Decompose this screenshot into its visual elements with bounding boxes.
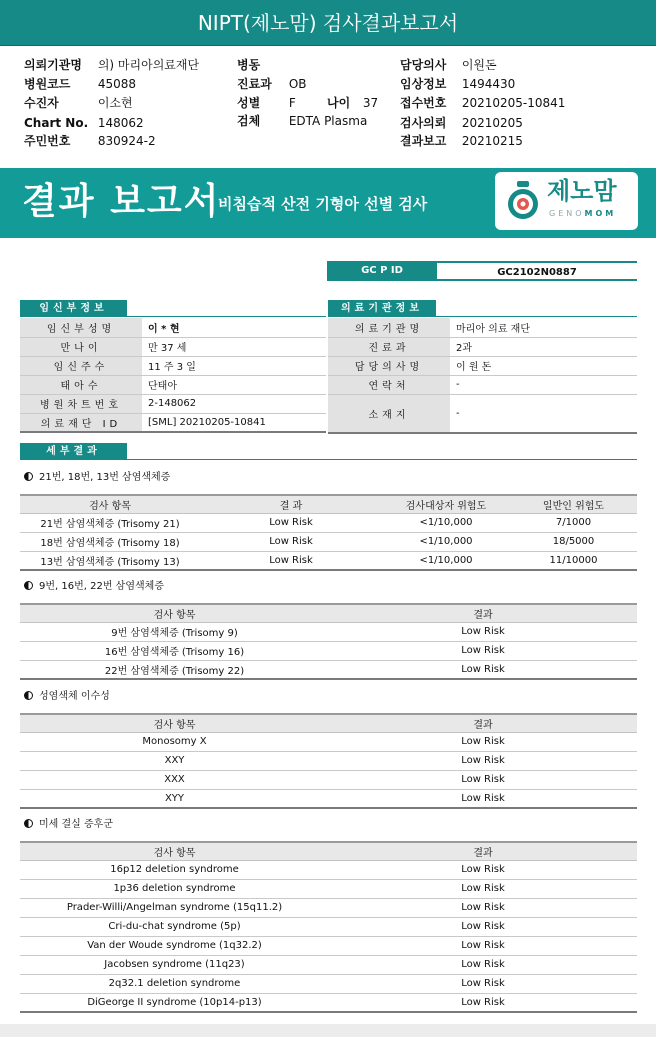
result-cell: Low Risk bbox=[329, 732, 637, 751]
header-value: 830924-2 bbox=[97, 134, 156, 148]
header-field-age bbox=[327, 94, 378, 113]
header-field bbox=[400, 114, 523, 133]
header-label: 임상정보 bbox=[400, 77, 447, 91]
result-cell: Low Risk bbox=[329, 860, 637, 879]
header-field bbox=[400, 132, 523, 151]
test-item-cell: 21번 삼염색체증 (Trisomy 21) bbox=[20, 513, 200, 532]
header-value: 20210205-10841 bbox=[461, 96, 566, 110]
info-label: 병원차트번호 bbox=[20, 394, 142, 413]
column-header: 결 과 bbox=[200, 495, 382, 513]
microdeletion-heading: 미세 결실 증후군 bbox=[24, 817, 113, 833]
banner-subtitle: 비침습적 산전 기형아 선별 검사 bbox=[218, 195, 428, 213]
table-row bbox=[20, 770, 637, 789]
trisomy-major-table bbox=[20, 494, 637, 571]
microdeletion-table bbox=[20, 841, 637, 1013]
column-header: 결과 bbox=[329, 714, 637, 732]
table-body bbox=[20, 622, 637, 679]
table-row bbox=[20, 551, 637, 570]
table-row bbox=[20, 917, 637, 936]
table-row bbox=[20, 622, 637, 641]
table-row bbox=[20, 751, 637, 770]
table-row bbox=[20, 641, 637, 660]
header-field bbox=[24, 56, 199, 75]
table-row bbox=[20, 955, 637, 974]
logo-text: 제노맘 bbox=[547, 177, 617, 205]
banner-title: 결과 보고서 bbox=[22, 181, 221, 222]
table-header-row bbox=[20, 842, 637, 860]
header-label: 접수번호 bbox=[400, 96, 447, 110]
info-label: 담당의사명 bbox=[328, 356, 450, 375]
test-item-cell: 16p12 deletion syndrome bbox=[20, 860, 329, 879]
result-cell: 18/5000 bbox=[510, 532, 637, 551]
info-value: 2-148062 bbox=[142, 394, 326, 413]
header-label: 수진자 bbox=[24, 96, 59, 110]
column-header: 결과 bbox=[329, 604, 637, 622]
info-row bbox=[20, 356, 326, 375]
header-field bbox=[237, 56, 289, 75]
result-cell: Low Risk bbox=[329, 879, 637, 898]
header-value: 이원돈 bbox=[461, 58, 497, 72]
header-value: OB bbox=[288, 77, 307, 91]
result-cell: Low Risk bbox=[200, 532, 382, 551]
table-body bbox=[20, 513, 637, 570]
column-header: 검사대상자 위험도 bbox=[382, 495, 510, 513]
gcp-id-label: GC P ID bbox=[327, 261, 437, 281]
result-cell: Low Risk bbox=[329, 898, 637, 917]
test-item-cell: Cri-du-chat syndrome (5p) bbox=[20, 917, 329, 936]
column-header: 일반인 위험도 bbox=[510, 495, 637, 513]
column-header: 검사 항목 bbox=[20, 714, 329, 732]
result-cell: Low Risk bbox=[200, 513, 382, 532]
result-cell: Low Risk bbox=[329, 770, 637, 789]
result-cell: Low Risk bbox=[200, 551, 382, 570]
header-field bbox=[237, 75, 307, 94]
half-circle-icon bbox=[24, 581, 33, 590]
header-label: Chart No. bbox=[24, 116, 89, 130]
info-row bbox=[20, 394, 326, 413]
info-row bbox=[328, 337, 637, 356]
test-item-cell: Van der Woude syndrome (1q32.2) bbox=[20, 936, 329, 955]
info-label: 태아수 bbox=[20, 375, 142, 394]
header-value: 이소현 bbox=[97, 96, 133, 110]
info-label: 의료기관명 bbox=[328, 318, 450, 337]
logo-subtext: GENOMOM bbox=[549, 209, 617, 218]
result-cell: Low Risk bbox=[329, 660, 637, 679]
info-value: [SML] 20210205-10841 bbox=[142, 413, 326, 432]
column-header: 결과 bbox=[329, 842, 637, 860]
institution-info-rows bbox=[328, 318, 637, 433]
test-item-cell: XYY bbox=[20, 789, 329, 808]
info-label: 진료과 bbox=[328, 337, 450, 356]
table-row bbox=[20, 860, 637, 879]
header-value: 20210215 bbox=[461, 134, 523, 148]
info-value: 2과 bbox=[450, 337, 637, 356]
test-item-cell: DiGeorge II syndrome (10p14-p13) bbox=[20, 993, 329, 1012]
trisomy-major-heading: 21번, 18번, 13번 삼염색체증 bbox=[24, 470, 170, 486]
info-label: 의료재단 ID bbox=[20, 413, 142, 432]
result-cell: Low Risk bbox=[329, 917, 637, 936]
info-label: 만나이 bbox=[20, 337, 142, 356]
result-cell: Low Risk bbox=[329, 789, 637, 808]
header-value: EDTA Plasma bbox=[288, 114, 368, 128]
info-label: 소재지 bbox=[328, 394, 450, 433]
result-cell: Low Risk bbox=[329, 641, 637, 660]
section-divider bbox=[20, 316, 326, 317]
info-row bbox=[328, 394, 637, 433]
header-field bbox=[400, 75, 515, 94]
header-label: 담당의사 bbox=[400, 58, 447, 72]
info-row bbox=[20, 337, 326, 356]
half-circle-icon bbox=[24, 819, 33, 828]
table-row bbox=[20, 789, 637, 808]
info-label: 연락처 bbox=[328, 375, 450, 394]
header-field bbox=[237, 112, 367, 131]
trisomy-minor-table bbox=[20, 603, 637, 680]
info-value: 마리아 의료 재단 bbox=[450, 318, 637, 337]
header-field bbox=[24, 114, 144, 133]
result-cell: 7/1000 bbox=[510, 513, 637, 532]
table-row bbox=[20, 532, 637, 551]
table-row bbox=[20, 936, 637, 955]
test-item-cell: XXY bbox=[20, 751, 329, 770]
half-circle-icon bbox=[24, 472, 33, 481]
header-field bbox=[24, 132, 156, 151]
detail-section-title: 세부결과 bbox=[20, 443, 127, 460]
info-value: 이 원 돈 bbox=[450, 356, 637, 375]
info-value: 이 * 현 bbox=[142, 318, 326, 337]
info-row bbox=[20, 375, 326, 394]
table-body bbox=[20, 860, 637, 1012]
info-row bbox=[20, 413, 326, 432]
info-value: - bbox=[450, 394, 637, 433]
table-header-row bbox=[20, 495, 637, 513]
header-label: 결과보고 bbox=[400, 134, 447, 148]
half-circle-icon bbox=[24, 691, 33, 700]
info-label: 임신부성명 bbox=[20, 318, 142, 337]
header-value: 45088 bbox=[97, 77, 137, 91]
result-cell: <1/10,000 bbox=[382, 532, 510, 551]
table-row bbox=[20, 898, 637, 917]
header-label: 진료과 bbox=[237, 77, 272, 91]
result-cell: <1/10,000 bbox=[382, 513, 510, 532]
result-cell: Low Risk bbox=[329, 622, 637, 641]
header-value: 20210205 bbox=[461, 116, 523, 130]
sex-chromosome-heading: 성염색체 이수성 bbox=[24, 689, 110, 705]
table-row bbox=[20, 732, 637, 751]
patient-info-rows bbox=[20, 318, 326, 432]
table-row bbox=[20, 879, 637, 898]
patient-section-title: 임신부정보 bbox=[20, 300, 127, 317]
info-label: 임신주수 bbox=[20, 356, 142, 375]
info-value: 단태아 bbox=[142, 375, 326, 394]
table-row bbox=[20, 660, 637, 679]
header-label: 검사의뢰 bbox=[400, 116, 447, 130]
header-label: 나이 bbox=[327, 96, 351, 110]
header-label: 검체 bbox=[237, 114, 261, 128]
trisomy-minor-heading: 9번, 16번, 22번 삼염색체증 bbox=[24, 579, 164, 595]
info-row bbox=[328, 356, 637, 375]
header-field bbox=[400, 94, 565, 113]
test-item-cell: 18번 삼염색체증 (Trisomy 18) bbox=[20, 532, 200, 551]
info-row bbox=[20, 318, 326, 337]
info-row bbox=[328, 375, 637, 394]
header-field bbox=[24, 75, 136, 94]
header-value: 148062 bbox=[97, 116, 144, 130]
header-value: 의) 마리아의료재단 bbox=[97, 58, 200, 72]
header-label: 성별 bbox=[237, 96, 261, 110]
test-item-cell: 13번 삼염색체증 (Trisomy 13) bbox=[20, 551, 200, 570]
header-label: 의뢰기관명 bbox=[24, 58, 82, 72]
institution-info-table bbox=[328, 318, 637, 434]
result-cell: 11/10000 bbox=[510, 551, 637, 570]
result-cell: Low Risk bbox=[329, 751, 637, 770]
result-cell: Low Risk bbox=[329, 955, 637, 974]
table-header-row bbox=[20, 714, 637, 732]
info-value: 만 37 세 bbox=[142, 337, 326, 356]
info-row bbox=[328, 318, 637, 337]
logo-mark-icon bbox=[505, 180, 541, 222]
result-cell: Low Risk bbox=[329, 936, 637, 955]
report-banner bbox=[0, 168, 656, 238]
test-item-cell: 1p36 deletion syndrome bbox=[20, 879, 329, 898]
column-header: 검사 항목 bbox=[20, 495, 200, 513]
info-value: 11 주 3 일 bbox=[142, 356, 326, 375]
genomom-logo bbox=[495, 172, 638, 230]
gcp-id-value: GC2102N0887 bbox=[437, 261, 637, 281]
test-item-cell: 22번 삼염색체증 (Trisomy 22) bbox=[20, 660, 329, 679]
patient-info-table bbox=[20, 318, 326, 433]
sex-chromosome-table bbox=[20, 713, 637, 809]
info-value: - bbox=[450, 375, 637, 394]
table-body bbox=[20, 732, 637, 808]
institution-section-title: 의료기관정보 bbox=[328, 300, 436, 317]
header-label: 주민번호 bbox=[24, 134, 71, 148]
test-item-cell: 16번 삼염색체증 (Trisomy 16) bbox=[20, 641, 329, 660]
result-cell: Low Risk bbox=[329, 993, 637, 1012]
test-item-cell: Jacobsen syndrome (11q23) bbox=[20, 955, 329, 974]
header-info bbox=[0, 50, 656, 162]
table-row bbox=[20, 974, 637, 993]
header-field bbox=[24, 94, 133, 113]
section-divider bbox=[20, 459, 637, 460]
section-divider bbox=[328, 316, 637, 317]
result-cell: <1/10,000 bbox=[382, 551, 510, 570]
header-field bbox=[400, 56, 497, 75]
header-value: 1494430 bbox=[461, 77, 516, 91]
header-value: F bbox=[288, 96, 296, 110]
column-header: 검사 항목 bbox=[20, 842, 329, 860]
test-item-cell: 2q32.1 deletion syndrome bbox=[20, 974, 329, 993]
report-title: NIPT(제노맘) 검사결과보고서 bbox=[0, 0, 656, 46]
header-label: 병동 bbox=[237, 58, 261, 72]
header-label: 병원코드 bbox=[24, 77, 71, 91]
column-header: 검사 항목 bbox=[20, 604, 329, 622]
table-row bbox=[20, 993, 637, 1012]
result-cell: Low Risk bbox=[329, 974, 637, 993]
header-field bbox=[237, 94, 296, 113]
table-header-row bbox=[20, 604, 637, 622]
test-item-cell: Monosomy X bbox=[20, 732, 329, 751]
header-value: 37 bbox=[362, 96, 379, 110]
test-item-cell: 9번 삼염색체증 (Trisomy 9) bbox=[20, 622, 329, 641]
test-item-cell: XXX bbox=[20, 770, 329, 789]
table-row bbox=[20, 513, 637, 532]
test-item-cell: Prader-Willi/Angelman syndrome (15q11.2) bbox=[20, 898, 329, 917]
